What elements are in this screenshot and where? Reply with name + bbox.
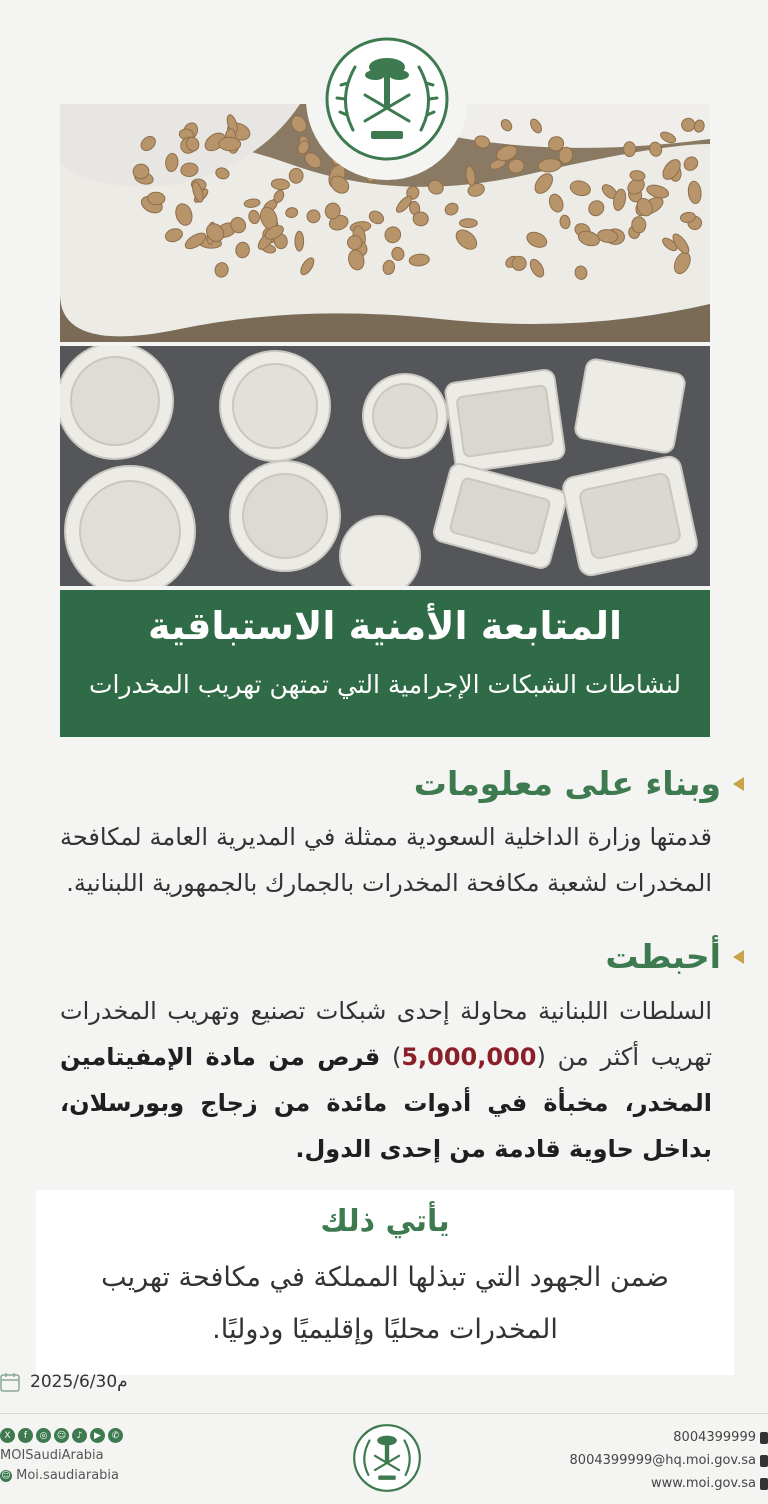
social-icons (0, 1428, 200, 1443)
contact-website[interactable] (570, 1476, 768, 1491)
phone-icon (760, 1432, 768, 1444)
footer-divider (0, 1413, 768, 1414)
emblem-footer (352, 1423, 422, 1493)
instagram-icon[interactable]: ◎ (36, 1428, 51, 1443)
highlight-box (36, 1190, 734, 1375)
tablet (681, 118, 695, 132)
banner-title: المتابعة الأمنية الاستباقية (147, 604, 623, 648)
email-text: 8004399999@hq.moi.gov.sa (569, 1453, 756, 1468)
section-heading-foiled (605, 937, 744, 976)
footer-social (0, 1428, 200, 1483)
title-banner (60, 590, 710, 737)
saudi-moi-emblem-icon (352, 1423, 422, 1493)
social-handle-2-text: Moi.saudiarabia (16, 1468, 120, 1483)
section2-text (60, 988, 712, 1172)
highlight-title: يأتي ذلك (320, 1204, 450, 1239)
banner-subtitle: لنشاطات الشبكات الإجرامية التي تمتهن تهريب المخدرات (89, 670, 681, 699)
social-handle-2[interactable] (0, 1468, 200, 1483)
section1-heading: وبناء على معلومات (413, 764, 721, 803)
section2-text-part1: السلطات اللبنانية محاولة إحدى شبكات تصنيع وتهريب المخدرات تهريب أكثر من ( (60, 997, 712, 1071)
section-heading-info (414, 764, 744, 803)
tablet-count: 5,000,000 (401, 1043, 537, 1071)
email-icon (760, 1455, 768, 1467)
section1-text: قدمتها وزارة الداخلية السعودية ممثلة في المديرية العامة لمكافحة المخدرات لشعبة مكافحة المخدرات بالجمارك بالجمهورية اللبنانية. (60, 823, 712, 897)
calendar-icon (0, 1372, 20, 1392)
section2-bold-text: قرص من مادة الإمفيتامين المخدر، مخبأة في أدوات مائدة من زجاج وبورسلان، بداخل حاوية قادمة من إحدى الدول. (60, 1043, 712, 1163)
tablet (460, 219, 478, 228)
tablet (147, 192, 165, 205)
tablet (219, 137, 241, 151)
triangle-bullet-icon (733, 777, 744, 791)
date-row (0, 1372, 128, 1392)
tablet (623, 142, 635, 157)
triangle-bullet-icon (733, 950, 744, 964)
globe-icon (760, 1478, 768, 1490)
phone-text: 8004399999 (673, 1430, 756, 1445)
tablet (295, 231, 304, 251)
youtube-icon[interactable]: ▶ (90, 1428, 105, 1443)
tablet (289, 168, 303, 183)
contact-phone[interactable] (570, 1430, 768, 1445)
facebook-icon[interactable]: f (18, 1428, 33, 1443)
publish-date: 2025/6/30م (30, 1372, 128, 1392)
snapchat-icon[interactable]: ☺ (54, 1428, 69, 1443)
social-handle[interactable]: MOISaudiArabia (0, 1448, 104, 1463)
footer-contact (570, 1430, 768, 1499)
tiktok-icon[interactable]: ♪ (72, 1428, 87, 1443)
x-icon[interactable]: X (0, 1428, 15, 1443)
snapchat-icon: ☺ (1, 1470, 11, 1481)
section2-text-part2: ) (380, 1043, 402, 1071)
tablet (133, 164, 150, 179)
website-text: www.moi.gov.sa (651, 1476, 756, 1491)
tableware-photo (60, 346, 710, 586)
emblem-header (306, 18, 468, 180)
whatsapp-icon[interactable]: ✆ (108, 1428, 123, 1443)
section2-heading: أحبطت (605, 937, 721, 976)
contact-email[interactable] (570, 1453, 768, 1468)
saudi-moi-emblem-icon (323, 35, 451, 163)
tablet (512, 256, 527, 271)
highlight-text: ضمن الجهود التي تبذلها المملكة في مكافحة تهريب المخدرات محليًا وإقليميًا ودوليًا. (101, 1262, 669, 1345)
